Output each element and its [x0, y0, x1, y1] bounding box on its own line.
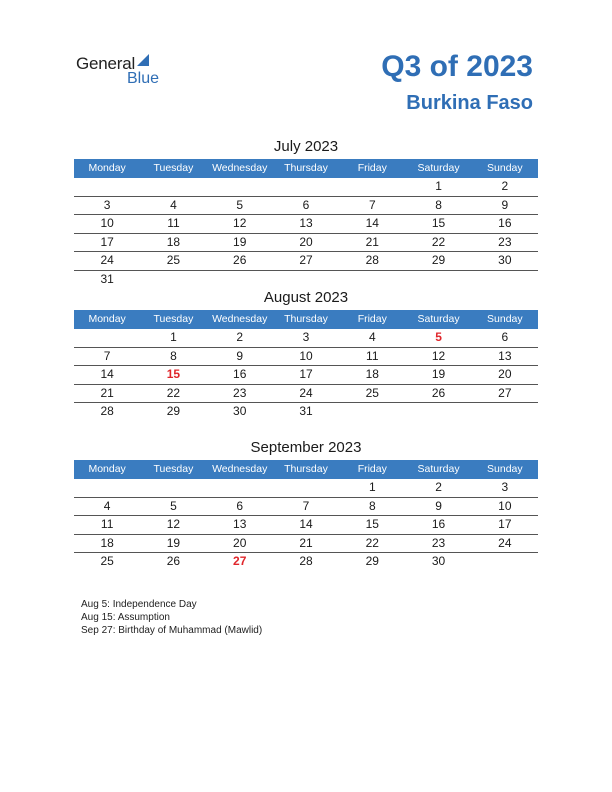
- weekday-header: [74, 310, 538, 329]
- day-cell: 17: [100, 234, 114, 249]
- day-cell: 24: [100, 253, 114, 267]
- day-cell: 10: [498, 498, 512, 513]
- day-cell: [140, 178, 206, 196]
- day-cell: 1: [435, 179, 442, 193]
- day-cell: 9: [435, 498, 442, 513]
- day-cell: 11: [100, 517, 114, 531]
- day-cell: 14: [365, 216, 379, 230]
- weekday-label: Wednesday: [212, 313, 268, 325]
- day-cell: 9: [236, 348, 244, 363]
- day-cell: [273, 479, 339, 497]
- day-cell: 29: [166, 404, 181, 418]
- day-cell: 30: [233, 404, 247, 418]
- day-cell: 2: [435, 480, 442, 494]
- day-cell: 19: [431, 367, 446, 381]
- month-title: July 2023: [273, 138, 339, 155]
- logo-triangle-icon: [136, 53, 150, 67]
- week-row: [74, 271, 538, 289]
- day-cell: 9: [501, 197, 509, 212]
- day-cell: 13: [498, 348, 512, 363]
- weekday-label: Tuesday: [153, 162, 194, 174]
- day-cell: 19: [166, 535, 181, 550]
- day-cell: [472, 553, 538, 571]
- weekday-label: Saturday: [417, 463, 460, 475]
- day-cell: 7: [302, 498, 310, 513]
- day-cell: 4: [103, 498, 111, 513]
- day-cell: 10: [100, 216, 114, 230]
- weekday-header: [74, 159, 538, 178]
- day-cell: 26: [431, 385, 446, 400]
- day-cell: 28: [100, 404, 114, 418]
- day-cell: 27: [498, 385, 512, 400]
- day-cell: 6: [236, 498, 244, 513]
- day-cell: 17: [498, 517, 512, 531]
- day-cell: 19: [233, 234, 247, 249]
- day-cell: [273, 271, 339, 289]
- day-cell: 3: [103, 197, 111, 212]
- day-cell: 30: [498, 253, 512, 267]
- day-cell: 27: [233, 554, 247, 568]
- week-row: [74, 498, 538, 517]
- weekday-label: Monday: [88, 162, 126, 174]
- week-row: [74, 535, 538, 554]
- day-cell: 20: [233, 535, 247, 550]
- day-cell: 21: [299, 535, 313, 550]
- weekday-label: Friday: [357, 162, 387, 174]
- week-row: [74, 215, 538, 234]
- day-cell: 26: [166, 554, 181, 568]
- day-cell: 14: [299, 517, 313, 531]
- day-cell: [405, 271, 471, 289]
- weekday-label: Sunday: [487, 313, 523, 325]
- day-cell: 12: [233, 216, 247, 230]
- day-cell: [339, 271, 405, 289]
- weekday-label: Monday: [88, 313, 126, 325]
- day-cell: 3: [302, 330, 310, 344]
- day-cell: 15: [365, 517, 379, 531]
- holiday-note: Aug 15: Assumption: [81, 612, 170, 623]
- day-cell: [273, 178, 339, 196]
- day-cell: 26: [233, 253, 247, 267]
- day-cell: [207, 271, 273, 289]
- day-cell: 5: [236, 197, 244, 212]
- day-cell: 16: [431, 517, 446, 531]
- day-cell: 12: [166, 517, 181, 531]
- weekday-label: Wednesday: [212, 463, 268, 475]
- day-cell: 31: [100, 271, 114, 286]
- day-cell: 11: [366, 348, 379, 363]
- day-cell: 7: [103, 348, 111, 363]
- weekday-label: Wednesday: [212, 162, 268, 174]
- day-cell: 12: [431, 348, 446, 363]
- weekday-label: Thursday: [284, 162, 328, 174]
- day-cell: 10: [299, 348, 313, 363]
- day-cell: 25: [100, 554, 114, 568]
- weekday-label: Tuesday: [153, 313, 194, 325]
- week-row: [74, 516, 538, 535]
- week-row: [74, 252, 538, 271]
- weekday-label: Thursday: [284, 463, 328, 475]
- week-row: [74, 479, 538, 498]
- day-cell: 5: [170, 498, 177, 513]
- week-row: [74, 197, 538, 216]
- day-cell: 20: [299, 234, 313, 249]
- day-cell: 3: [501, 480, 509, 494]
- day-cell: 18: [166, 234, 181, 249]
- holiday-note: Sep 27: Birthday of Muhammad (Mawlid): [81, 625, 263, 636]
- weekday-label: Friday: [357, 463, 387, 475]
- day-cell: 23: [233, 385, 247, 400]
- day-cell: [207, 178, 273, 196]
- day-cell: 23: [431, 535, 446, 550]
- week-row: [74, 178, 538, 197]
- weekday-header: [74, 460, 538, 479]
- weekday-label: Saturday: [417, 162, 460, 174]
- day-cell: 11: [167, 216, 180, 230]
- day-cell: [405, 403, 471, 421]
- day-cell: 6: [501, 330, 509, 344]
- day-cell: 5: [435, 330, 442, 344]
- month-calendar: [74, 438, 538, 571]
- day-cell: [472, 403, 538, 421]
- day-cell: [74, 479, 140, 497]
- week-row: [74, 348, 538, 367]
- month-title: September 2023: [250, 439, 362, 456]
- day-cell: 6: [302, 197, 310, 212]
- day-cell: 22: [166, 385, 181, 400]
- day-cell: 29: [431, 253, 446, 267]
- week-row: [74, 403, 538, 421]
- day-cell: 28: [299, 554, 313, 568]
- holiday-note: Aug 5: Independence Day: [81, 599, 197, 610]
- week-row: [74, 329, 538, 348]
- day-cell: 1: [368, 480, 376, 494]
- day-cell: 21: [100, 385, 114, 400]
- day-cell: 14: [100, 367, 114, 381]
- day-cell: 1: [170, 330, 177, 344]
- day-cell: 20: [498, 367, 512, 381]
- weekday-label: Thursday: [284, 313, 328, 325]
- day-cell: 23: [498, 234, 512, 249]
- day-cell: 7: [368, 197, 376, 212]
- day-cell: 30: [431, 554, 446, 568]
- day-cell: 17: [299, 367, 313, 381]
- day-cell: 8: [368, 498, 376, 513]
- quarter-title: Q3 of 2023: [381, 50, 533, 83]
- day-cell: 28: [365, 253, 379, 267]
- day-cell: 31: [299, 404, 313, 418]
- day-cell: 25: [166, 253, 181, 267]
- day-cell: 2: [236, 330, 244, 344]
- weekday-label: Monday: [88, 463, 126, 475]
- generalblue-logo: [76, 52, 176, 92]
- day-cell: 15: [166, 367, 181, 381]
- day-cell: 8: [435, 197, 442, 212]
- country-name: Burkina Faso: [406, 92, 533, 114]
- day-cell: [339, 403, 405, 421]
- weekday-label: Sunday: [487, 463, 523, 475]
- day-cell: 4: [170, 197, 177, 212]
- day-cell: 18: [365, 367, 379, 381]
- day-cell: 18: [100, 535, 114, 550]
- day-cell: 2: [501, 179, 509, 193]
- month-calendar: [74, 288, 538, 421]
- weekday-label: Sunday: [487, 162, 523, 174]
- week-row: [74, 366, 538, 385]
- day-cell: 21: [365, 234, 379, 249]
- day-cell: [339, 178, 405, 196]
- weekday-label: Friday: [357, 313, 387, 325]
- week-row: [74, 385, 538, 404]
- day-cell: 29: [365, 554, 379, 568]
- week-row: [74, 553, 538, 571]
- day-cell: [140, 271, 206, 289]
- day-cell: 16: [498, 216, 512, 230]
- day-cell: 22: [365, 535, 379, 550]
- day-cell: [472, 271, 538, 289]
- day-cell: 8: [170, 348, 177, 363]
- day-cell: [140, 479, 206, 497]
- logo-blue-text: Blue: [127, 70, 160, 87]
- month-calendar: [74, 137, 538, 288]
- day-cell: 13: [233, 517, 247, 531]
- day-cell: 24: [498, 535, 512, 550]
- day-cell: [74, 329, 140, 347]
- week-row: [74, 234, 538, 253]
- day-cell: 16: [233, 367, 247, 381]
- day-cell: 22: [431, 234, 446, 249]
- month-title: August 2023: [263, 289, 349, 306]
- logo-general-text: General: [76, 54, 136, 73]
- holiday-notes: [81, 598, 262, 637]
- day-cell: 4: [368, 330, 376, 344]
- day-cell: 13: [299, 216, 313, 230]
- day-cell: 15: [431, 216, 446, 230]
- day-cell: 24: [299, 385, 313, 400]
- day-cell: [207, 479, 273, 497]
- weekday-label: Tuesday: [153, 463, 194, 475]
- day-cell: 27: [299, 253, 313, 267]
- day-cell: 25: [365, 385, 379, 400]
- day-cell: [74, 178, 140, 196]
- weekday-label: Saturday: [417, 313, 460, 325]
